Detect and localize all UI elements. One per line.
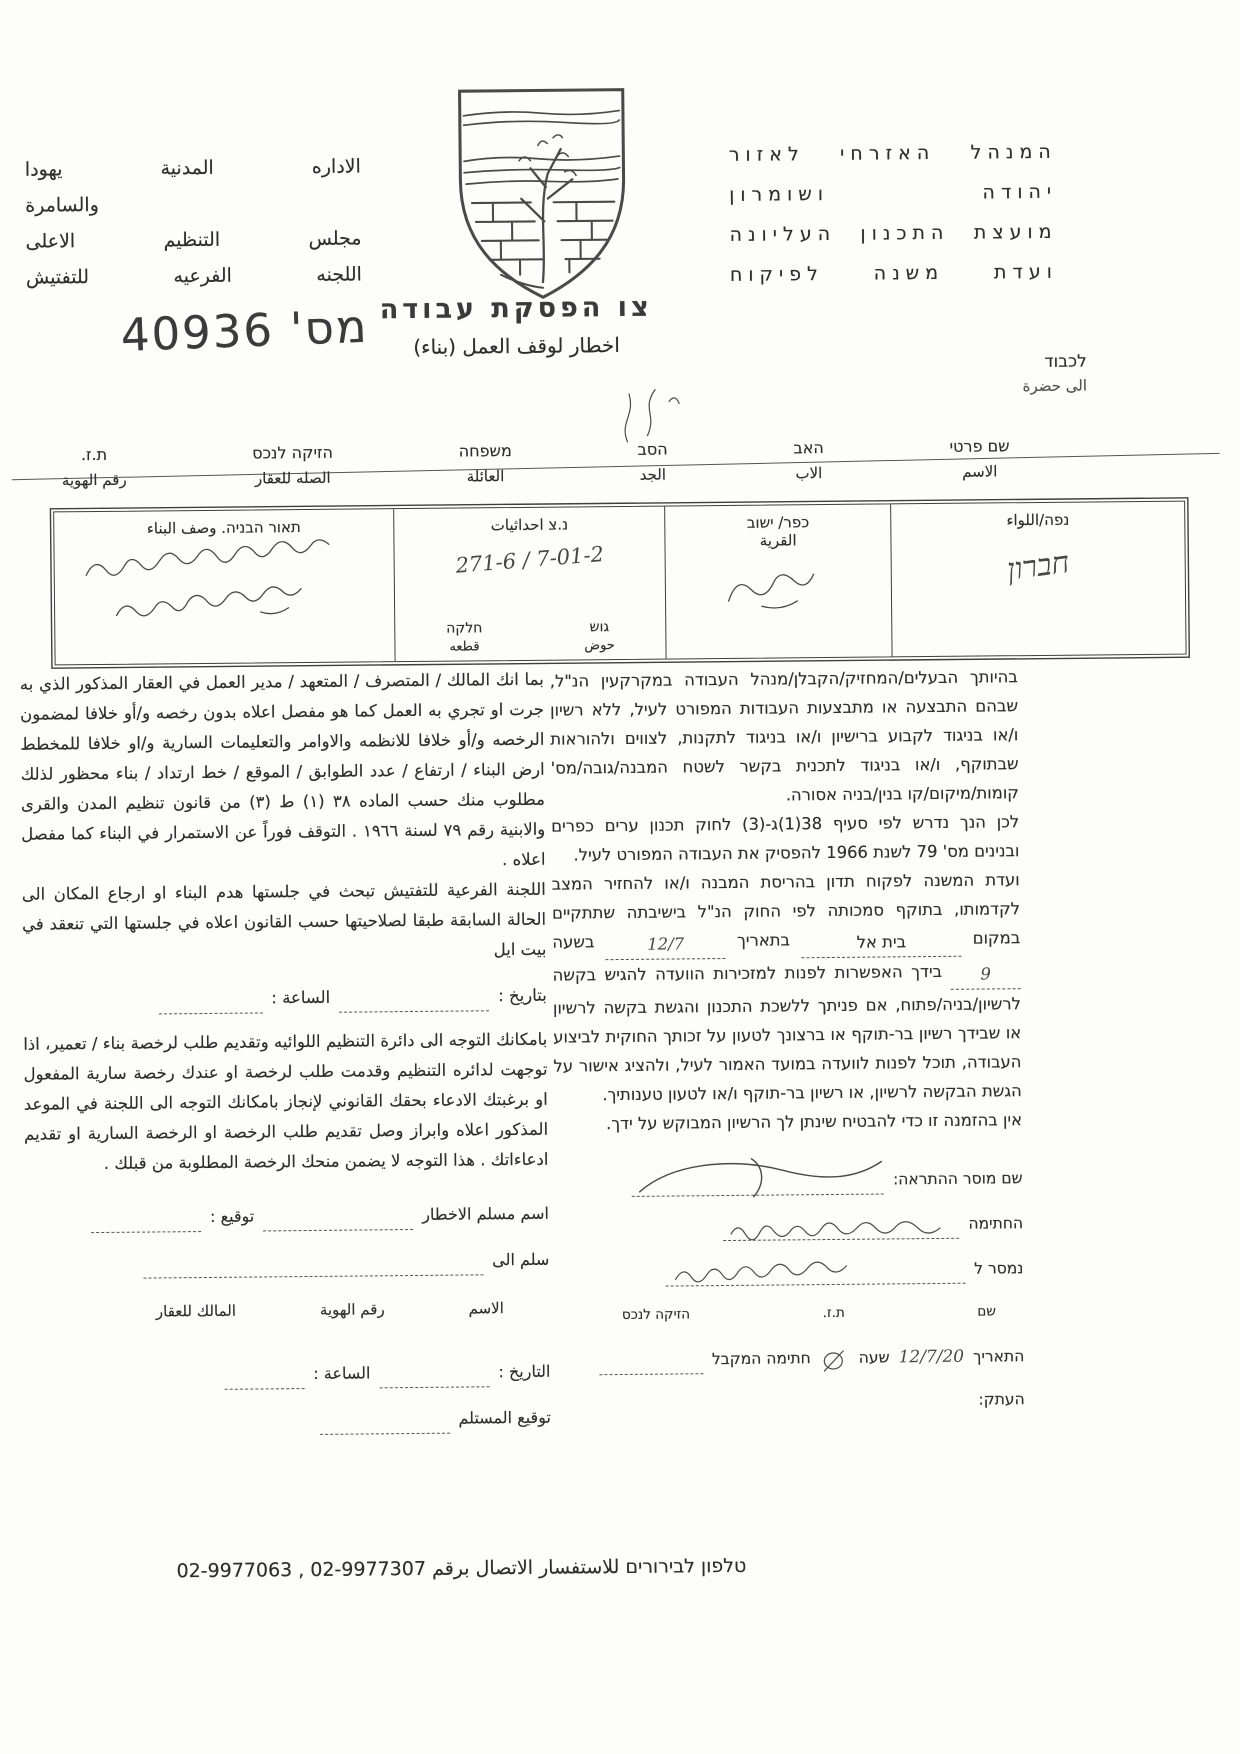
date-received-row — [556, 1342, 1024, 1375]
hebrew-paragraph-1: בהיותך הבעלים/המחזיק/הקבלן/מנהל העבודה במקרקעין הנ"ל, שבהם התבצעה או מתבצעות העבודות המפורט לעיל, ללא רשיון ו/או בניגוד לקבוע ברישיון ו/או בניגוד לתקנות, לצווים ולהוראות שבתוקף, ו/או בניגוד לתכנית בקשר לשטח המבנה/גובה/מס' קומות/מיקום/קו בנין/בניה אסורה. — [549, 667, 1019, 805]
hour-scribble — [820, 1349, 850, 1373]
location-box-cells — [54, 502, 1185, 665]
date-label: בתאריך — [736, 930, 791, 950]
block-label: גוש حوض — [584, 619, 615, 654]
issuer-line: ועדת משנה לפיקוח — [729, 260, 1058, 286]
arabic-paragraph-3: بامكانك التوجه الى دائرة التنظيم اللوائيه وتقديم طلب لرخصة بناء / تعمير، اذا توجهت لدائره التنظيم وقدمت طلب لرخصة او عندك رخصة سارية المفعول او برغبتك الادعاء بحقك القانوني لإنجاز بامكانك التوجه الى اللجنة في الموعد المذكور اعلاه وابراز وصل تقديم طلب الرخصة او الرخصة السارية او تقديم ادعاءاتك . هذا التوجه لا يضمن منحك الرخصة المطلوبة من قبلك . — [23, 1029, 549, 1173]
arabic-date-hour-row — [23, 981, 547, 1016]
block-parcel-labels — [395, 619, 666, 656]
signer-relation-label: הזיקה לנכס — [621, 1306, 691, 1324]
phone-label: טלפון לבירורים للاستفسار الاتصال برقم — [431, 1554, 747, 1580]
place-value: בית אל — [856, 932, 907, 952]
cell-district — [890, 502, 1185, 657]
arabic-notifier-row — [25, 1199, 549, 1234]
signer-columns — [556, 1297, 1024, 1330]
arabic-date2-label: التاريخ : — [498, 1361, 551, 1382]
salutation — [1022, 352, 1087, 396]
hour-blank — [950, 959, 1020, 990]
cell-coordinates — [393, 507, 666, 662]
received-date-label: התאריך — [972, 1347, 1025, 1366]
arabic-signature-label: توقيع : — [209, 1206, 255, 1226]
arabic-hour-blank — [158, 992, 262, 1014]
salutation-arabic: الى حضرة — [1022, 376, 1088, 396]
arabic-receiver-label: توقيع المستلم — [458, 1407, 551, 1428]
issuer-line: המנהל האזרחי לאזור — [728, 140, 1057, 166]
arabic-signer-owner-label: المالك للعقار — [155, 1301, 237, 1321]
arabic-hour2-blank — [224, 1368, 304, 1390]
hebrew-body-column — [550, 662, 1025, 1418]
person-fields-row — [62, 436, 1010, 489]
arabic-receiver-row — [27, 1403, 551, 1438]
issuer-line: والسامرة — [25, 193, 99, 217]
document-number-value: 40936 — [119, 303, 275, 362]
salutation-hebrew: לכבוד — [1044, 351, 1087, 372]
date-blank — [606, 929, 726, 960]
signer-id-label: ת.ז. — [822, 1304, 845, 1322]
delivered-to-label: נמסר ל — [974, 1259, 1024, 1278]
arabic-date-label: بتاريخ : — [498, 985, 547, 1006]
hebrew-paragraph-3-closing: אין בהזמנה זו כדי להבטיח שינתן לך הרשיון המבוקש על ידך. — [605, 1110, 1023, 1134]
field-first-name: שם פרטי الاسم — [949, 436, 1010, 481]
notifier-label: שם מוסר ההתראה: — [892, 1169, 1023, 1189]
arabic-signature-line — [91, 1211, 201, 1233]
issuer-line: מועצת התכנון העליונה — [729, 220, 1058, 246]
field-father: האב الاب — [793, 438, 824, 483]
arabic-notifier-label: اسم مسلم الاخطار — [422, 1203, 549, 1224]
document-number-label: מס' — [289, 299, 370, 356]
district-label: נפה/اللواء — [1006, 510, 1070, 530]
district-handwritten-value: חברון — [1005, 545, 1072, 588]
title-arabic: اخطار لوقف العمل (بناء) — [413, 332, 620, 359]
field-property-relation: הזיקה לנכס الصله للعقار — [252, 442, 334, 488]
received-hour-label: שעה — [858, 1348, 890, 1367]
parcel-label: חלקה قطعه — [446, 620, 483, 655]
cell-construction-description — [54, 509, 394, 664]
notifier-signature-line — [632, 1173, 884, 1196]
arabic-signer-columns — [26, 1293, 550, 1328]
arabic-date-blank — [339, 990, 489, 1012]
arabic-date-row — [26, 1357, 550, 1392]
issuer-header-hebrew — [729, 132, 1059, 295]
title-hebrew: צו הפסקת עבודה — [379, 291, 653, 326]
signature-scribble — [727, 1214, 957, 1244]
field-grandfather: הסב الجد — [637, 439, 668, 484]
signer-name-label: שם — [977, 1303, 996, 1320]
copy-label: העתק: — [978, 1390, 1025, 1409]
arabic-hour2-label: الساعة : — [313, 1363, 371, 1383]
arabic-paragraph-2: اللجنة الفرعية للتفتيش تبحث في جلستها هدم البناء او ارجاع المكان الى الحالة السابقة طبقا لصلاحيتها حسب القانون اعلاه في جلستها التي تنعقد في بيت ايل — [21, 879, 547, 960]
arabic-signature-block — [25, 1199, 551, 1438]
signature-row — [555, 1209, 1023, 1242]
village-label-hebrew: כפר/ ישוב — [746, 513, 810, 532]
arabic-delivered-row — [25, 1245, 549, 1280]
arabic-signer-name-label: الاسم — [468, 1299, 504, 1318]
delivered-to-line — [665, 1263, 965, 1287]
field-id-number: ת.ז. رقم الهوية — [61, 444, 127, 490]
coordinates-label: נ.צ احداثيات — [490, 515, 569, 535]
cell-village — [664, 504, 891, 658]
village-handwriting-scribble — [715, 551, 841, 620]
received-date-handwritten: 12/7/20 — [898, 1346, 965, 1368]
arabic-date2-blank — [379, 1366, 489, 1388]
arabic-hour-label: الساعة : — [271, 987, 331, 1008]
issuer-line: اللجنه الفرعيه للتفتيش — [25, 263, 362, 289]
field-family: משפחה العائلة — [458, 441, 512, 486]
hebrew-paragraph-3-continuation: בידך האפשרות לפנות למזכירות הוועדה להגיש בקשה לרשיון/בניה/פתוח, אם פניתך ללשכת התכנון והגשת בקשה לרשיון או שבידך רשיון בר-תוקף או ברצונך לטעון על זכותך החוקית לביצוע העבודה, תוכל לפנות לוועדה במועד האמור לעיל, ולהציג אישור על הגשת הבקשה לרשיון, או רשיון בר-תוקף ו/או לטעון טענותיך. — [552, 961, 1022, 1105]
hour-label: בשעה — [552, 932, 595, 952]
delivered-to-row — [555, 1254, 1023, 1287]
arabic-notifier-line — [263, 1209, 413, 1231]
shield-crest-icon — [446, 84, 638, 308]
description-handwriting-line-2 — [109, 578, 341, 630]
date-handwritten: 12/7 — [647, 934, 685, 954]
hebrew-paragraph-2: לכן הנך נדרש לפי סעיף 38(1)ג-(3) לחוק תכנון ערים כפרים ובנינים מס' 79 לשנת 1966 להפסיק את העבודה המפורט לעיל. — [551, 812, 1020, 865]
arabic-signer-id-label: رقم الهوية — [319, 1300, 385, 1319]
arabic-delivered-line — [143, 1254, 483, 1278]
arabic-paragraph-1: بما انك المالك / المتصرف / المتعهد / مدير العمل في العقار المذكور الذي به جرت او تجري به العمل كما هو مفصل اعلاه بدون رخصه و/أو خلافا لمضمون الرخصه و/أو خلافا للانظمه والاوامر والتعليمات السارية و/او خلافا للمخطط ارض البناء / ارتفاع / عدد الطوابق / الموقع / خط ارتداد / بناء محظور لذلك مطلوب منك حسب الماده ٣٨ (١) ط (٣) من قانون تنظيم المدن والقرى والابنية رقم ٧٩ لسنة ١٩٦٦ . التوقف فوراً عن الاستمرار في البناء كما مفصل اعلاه . — [19, 669, 546, 870]
phone-numbers: 02-9977063 , 02-9977307 — [176, 1557, 427, 1583]
signature-line — [723, 1218, 959, 1241]
document-title — [358, 291, 675, 359]
signature-swoosh — [636, 1151, 886, 1199]
issuer-line: مجلس التنظيم الاعلى — [25, 227, 362, 253]
hour-handwritten: 9 — [980, 964, 991, 984]
document-number — [28, 300, 370, 366]
arabic-body-column — [20, 665, 551, 1438]
delivered-to-handwriting — [669, 1258, 869, 1290]
pen-mark — [609, 381, 700, 448]
coordinates-handwritten-value: 271-6 / 7-01-2 — [454, 542, 605, 578]
arabic-receiver-line — [319, 1413, 449, 1435]
receiver-signature-line — [599, 1353, 703, 1375]
issuer-header-arabic — [25, 148, 362, 295]
hebrew-paragraph-3 — [552, 865, 1022, 1109]
hebrew-signature-block — [554, 1164, 1024, 1418]
issuer-line: יהודה ושומרון — [729, 180, 1058, 206]
hebrew-paragraph-3-intro: ועדת המשנה לפקוח תדון בהריסת המבנה ו/או להחזיר המצב לקדמותו, בתוקף סמכותה לפי החוק הנ"ל בישיבתה שתתקיים במקום — [551, 870, 1021, 948]
construction-description-label: תאור הבניה. وصف البناء — [146, 518, 301, 538]
footer-phone-line — [126, 1555, 746, 1583]
signature-label: החתימה — [968, 1214, 1024, 1233]
receiver-signature-label: חתימה המקבל — [711, 1349, 811, 1369]
arabic-delivered-label: سلم الى — [492, 1249, 550, 1270]
location-details-box — [53, 501, 1186, 666]
village-label-arabic: القرية — [759, 531, 797, 550]
issuer-line: الاداره المدنية يهودا — [24, 155, 361, 181]
place-blank — [801, 927, 961, 959]
notifier-row — [554, 1164, 1022, 1197]
